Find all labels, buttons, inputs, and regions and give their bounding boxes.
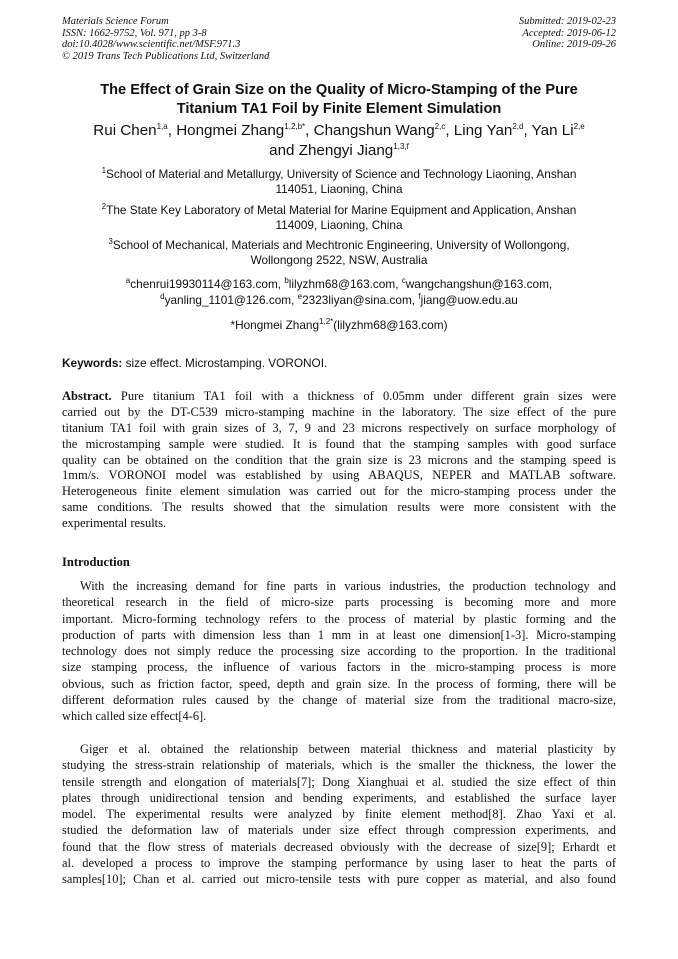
paragraph-line: tensile strength and elongation of materials[7]; Dong Xianghuai et al. studied the size effect of thin (62, 774, 616, 789)
title-line: Titanium TA1 Foil by Finite Element Simulation (176, 101, 502, 117)
journal-issn: ISSN: 1662-9752, Vol. 971, pp 3-8 (62, 27, 207, 39)
affiliation (62, 203, 616, 233)
author-name: Rui Chen (93, 122, 157, 139)
email-marker: f (418, 292, 421, 302)
paper-title (62, 81, 616, 119)
corresponding-name: *Hongmei Zhang (230, 318, 320, 332)
paragraph-line: model. The experimental results were analyzed by finite element method[8]. Zhao Yaxi et al. (62, 807, 616, 822)
author-name: Changshun Wang (313, 122, 435, 139)
email-address[interactable]: wangchangshun@163.com, (405, 277, 553, 291)
affiliation (62, 238, 616, 268)
affiliation (62, 167, 616, 197)
keywords-label: Keywords: (62, 356, 123, 370)
author-name: and Zhengyi Jiang (269, 142, 394, 159)
email-marker: d (160, 292, 165, 302)
email-marker: a (125, 276, 131, 286)
paragraph-line: theoretical research in the field of micro-size parts processing is becoming more and more (62, 595, 616, 610)
paragraph-line: production of parts with dimension less than 1 mm in at least one dimension[1-3]. Micro-stamping (62, 627, 616, 642)
email-marker: b (284, 276, 289, 286)
section-heading: Introduction (62, 555, 130, 569)
date-online: Online: 2019-09-26 (532, 39, 616, 51)
author-affiliation-marker: 1,a (156, 121, 168, 131)
keywords-text: size effect. Microstamping. VORONOI. (125, 356, 328, 370)
abstract-label: Abstract. (62, 389, 112, 403)
date-accepted: Accepted: 2019-06-12 (522, 27, 616, 39)
email-address[interactable]: yanling_1101@126.com, (164, 293, 295, 307)
author-name: Ling Yan (453, 122, 513, 139)
paragraph-line: different deformation rules caused by the change of material size from the traditional macro-size, (62, 693, 616, 708)
paragraph-line: plates through unidirectional tension and bending experiments, and established the surface layer (62, 790, 616, 805)
corresponding-author (62, 318, 616, 333)
author-list: Rui Chen$^{1,a}$, Hongmei Zhang$^{1,2,b*}$, Changshun Wang$^{2,c}$, Ling Yan$^{2,d}$, Yan Li$^{2,e}$ and Zhengyi Jiang$^{1,3,f}$ (93, 121, 585, 159)
email-address[interactable]: 2323liyan@sina.com, (302, 293, 416, 307)
date-submitted: Submitted: 2019-02-23 (518, 16, 616, 27)
corresponding-marker: 1,2* (319, 317, 334, 327)
affiliation-text: School of Material and Metallurgy, University of Science and Technology Liaoning, Anshan (106, 167, 577, 181)
abstract-line: same conditions. The results showed that the simulation results were more consistent with the (62, 500, 616, 515)
paragraph-line: important. Micro-forming technology refers to the process of material by plastic forming and the (62, 611, 616, 626)
affiliation-marker: 3 (108, 237, 113, 247)
affiliation-marker: 2 (101, 202, 107, 212)
paragraph-line: al. developed a process to improve the stamping performance by using laser to heat the parts of (62, 856, 616, 871)
author-emails (62, 276, 616, 308)
paragraph-line: studied the deformation law of materials under size effect through compression experiments, and (62, 823, 616, 838)
paragraph-line: size stamping process, the influence of various factors in the micro-stamping process is more (62, 660, 616, 675)
paragraph-line: studying the stress-strain relationship of materials, which is the smaller the thickness, the lower the (62, 758, 616, 773)
affiliation-text: The State Key Laboratory of Metal Material for Marine Equipment and Application, Anshan (106, 203, 577, 217)
email-address[interactable]: lilyzhm68@163.com, (288, 277, 399, 291)
email-marker: e (297, 292, 303, 302)
email-marker: c (401, 276, 406, 286)
abstract-line: the microstamping sample were studied. It is found that the stamping samples with good surface (62, 436, 616, 451)
journal-info (62, 16, 269, 62)
paragraph-line: found that the flow stress of materials decreased obviously with the decrease of size[9]; Erhardt et (62, 839, 616, 854)
abstract-line: experimental results. (62, 516, 167, 531)
journal-doi: doi:10.4028/www.scientific.net/MSF.971.3 (62, 39, 241, 51)
author-affiliation-marker: 2,d (512, 121, 524, 131)
paragraph-line: which called size effect[4-6]. (62, 709, 207, 724)
abstract-line: carried out by the DT-C539 micro-stamping machine in the laboratory. The size effect of the pure (62, 404, 616, 419)
affiliation-marker: 1 (101, 166, 107, 176)
author-affiliation-marker: 2,c (434, 121, 446, 131)
author-name: Hongmei Zhang (176, 122, 285, 139)
journal-name: Materials Science Forum (62, 16, 169, 27)
paragraph-line: Giger et al. obtained the relationship between material thickness and material plasticity by (80, 742, 616, 756)
paragraph-line: With the increasing demand for fine parts in various industries, the production technology and (80, 579, 616, 593)
corresponding-email[interactable]: (lilyzhm68@163.com) (333, 318, 448, 332)
publication-dates (519, 16, 616, 51)
affiliation-text: Wollongong 2522, NSW, Australia (250, 253, 428, 267)
intro-paragraph (62, 578, 616, 725)
affiliation-text: 114051, Liaoning, China (275, 182, 403, 196)
abstract-line: Abstract. Pure titanium TA1 foil with a thickness of 0.05mm under different grain sizes were (62, 389, 616, 403)
abstract-line: titanium TA1 foil with grain sizes of 3, 7, 9 and 23 microns respectively on surface morphology of (62, 420, 616, 435)
paragraph-line: obvious, such as friction factor, speed, depth and grain size. In the process of forming, there will be (62, 676, 616, 691)
paragraph-line: samples[10]; Chan et al. carried out micro-tensile tests with pure copper as material, and also found (62, 872, 616, 887)
journal-copyright: © 2019 Trans Tech Publications Ltd, Switzerland (62, 50, 270, 62)
author-affiliation-marker: 1,3,f (393, 141, 409, 151)
abstract (62, 389, 616, 532)
author-name: Yan Li (531, 122, 574, 139)
paragraph-line: technology does not simply reduce the processing size according to the proportion. In the traditional (62, 644, 616, 659)
intro-paragraph (62, 741, 616, 888)
keywords (62, 356, 616, 371)
affiliation-text: School of Mechanical, Materials and Mechtronic Engineering, University of Wollongong, (112, 238, 570, 252)
email-address[interactable]: jiang@uow.edu.au (420, 293, 518, 307)
author-affiliation-marker: 1,2,b* (284, 121, 306, 131)
abstract-line: quality can be obtained on the condition that the grain size is 23 microns and the stamping speed is (62, 452, 616, 467)
author-affiliation-marker: 2,e (573, 121, 585, 131)
email-address[interactable]: chenrui19930114@163.com, (130, 277, 282, 291)
abstract-line: Heterogeneous finite element simulation was carried out for the micro-stamping process under the (62, 484, 616, 499)
affiliation-text: 114009, Liaoning, China (275, 218, 403, 232)
abstract-line: 1mm/s. VORONOI model was established by using ABAQUS, NEPER and MATLAB software. (62, 468, 616, 483)
title-line: The Effect of Grain Size on the Quality of Micro-Stamping of the Pure (100, 82, 578, 98)
